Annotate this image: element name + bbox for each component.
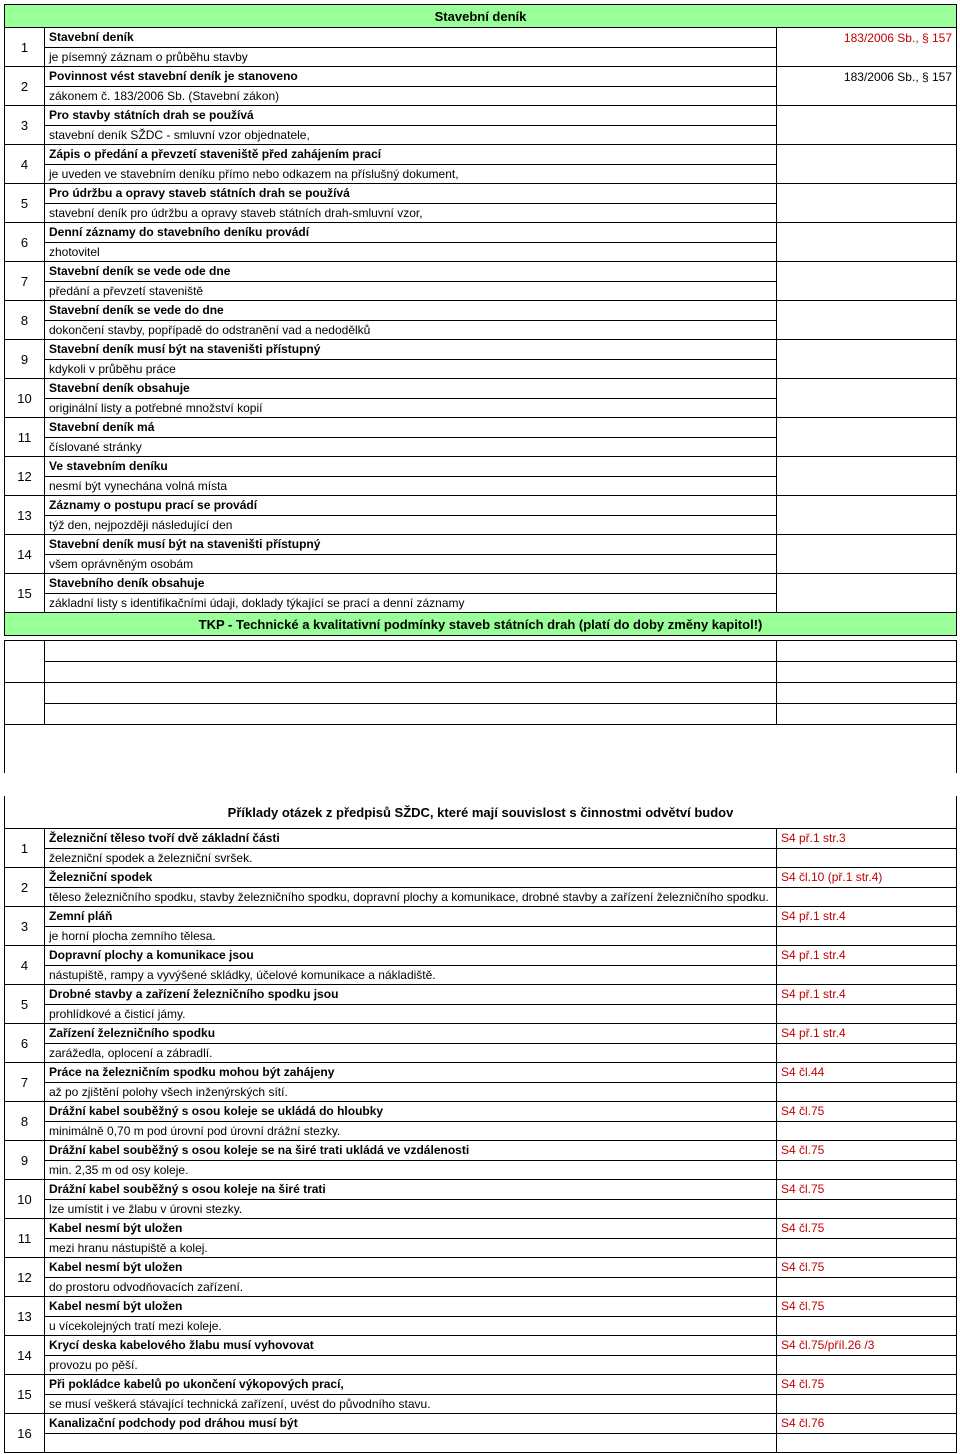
answer-text: nástupiště, rampy a vyvýšené skládky, účelové komunikace a nákladiště.: [45, 965, 777, 985]
row-number: 5: [5, 184, 45, 223]
answer-text: provozu po pěší.: [45, 1355, 777, 1375]
reference: [777, 223, 957, 243]
row-number: 10: [5, 379, 45, 418]
reference: S4 čl.75: [777, 1219, 957, 1239]
answer-text: týž den, nejpozději následující den: [45, 515, 777, 535]
answer-row: [5, 437, 957, 457]
answer-row: [5, 848, 957, 868]
question-row: [5, 379, 957, 399]
answer-text: železniční spodek a železniční svršek.: [45, 848, 777, 868]
answer-row: [5, 554, 957, 574]
question-row: [5, 1102, 957, 1122]
answer-text: všem oprávněným osobám: [45, 554, 777, 574]
row-number: 5: [5, 985, 45, 1024]
answer-row: [5, 965, 957, 985]
row-number: 14: [5, 1336, 45, 1375]
answer-row: [5, 926, 957, 946]
reference: 183/2006 Sb., § 157: [777, 28, 957, 48]
question-text: Stavební deník musí být na staveništi přístupný: [45, 340, 777, 360]
row-number: 3: [5, 907, 45, 946]
answer-row: [5, 593, 957, 613]
answer-row: [5, 476, 957, 496]
answer-text: [45, 1433, 777, 1453]
question-text: Drobné stavby a zařízení železničního spodku jsou: [45, 985, 777, 1005]
reference: S4 př.1 str.4: [777, 907, 957, 927]
question-text: Železniční spodek: [45, 868, 777, 888]
answer-text: originální listy a potřebné množství kopií: [45, 398, 777, 418]
question-text: Povinnost vést stavební deník je stanoveno: [45, 67, 777, 87]
question-row: [5, 184, 957, 204]
answer-row: [5, 359, 957, 379]
question-text: Kabel nesmí být uložen: [45, 1258, 777, 1278]
question-text: Stavebního deník obsahuje: [45, 574, 777, 594]
reference: S4 čl.75: [777, 1102, 957, 1122]
answer-row: [5, 887, 957, 907]
answer-text: minimálně 0,70 m pod úrovní pod úrovní drážní stezky.: [45, 1121, 777, 1141]
question-row: [5, 946, 957, 966]
question-row: [5, 67, 957, 87]
row-number: 12: [5, 457, 45, 496]
question-text: Záznamy o postupu prací se provádí: [45, 496, 777, 516]
question-row: [5, 1063, 957, 1083]
question-text: Kabel nesmí být uložen: [45, 1219, 777, 1239]
reference: S4 čl.44: [777, 1063, 957, 1083]
row-number: 6: [5, 1024, 45, 1063]
answer-row: [5, 398, 957, 418]
question-row: [5, 145, 957, 165]
row-number: 4: [5, 946, 45, 985]
reference: [777, 418, 957, 438]
priklady-otazek-table: [4, 796, 957, 1453]
question-row: [5, 985, 957, 1005]
question-row: [5, 340, 957, 360]
question-row: [5, 457, 957, 477]
reference: [777, 457, 957, 477]
question-row: [5, 1258, 957, 1278]
question-text: Denní záznamy do stavebního deníku provádí: [45, 223, 777, 243]
reference: S4 př.1 str.4: [777, 946, 957, 966]
question-row: [5, 1414, 957, 1434]
question-text: Stavební deník: [45, 28, 777, 48]
answer-row: [5, 281, 957, 301]
section2-title: Příklady otázek z předpisů SŽDC, které mají souvislost s činnostmi odvětví budov: [5, 796, 957, 829]
question-row: [5, 1141, 957, 1161]
reference: S4 čl.75: [777, 1141, 957, 1161]
reference: S4 čl.75: [777, 1297, 957, 1317]
question-row: [5, 1180, 957, 1200]
answer-row: [5, 1316, 957, 1336]
row-number: 8: [5, 301, 45, 340]
answer-row: [5, 1121, 957, 1141]
question-text: Stavební deník obsahuje: [45, 379, 777, 399]
answer-text: zákonem č. 183/2006 Sb. (Stavební zákon): [45, 86, 777, 106]
reference: S4 př.1 str.4: [777, 985, 957, 1005]
answer-row: [5, 242, 957, 262]
question-row: [5, 1024, 957, 1044]
question-text: Stavební deník má: [45, 418, 777, 438]
row-number: 15: [5, 1375, 45, 1414]
row-number: 12: [5, 1258, 45, 1297]
reference: 183/2006 Sb., § 157: [777, 67, 957, 87]
row-number: 3: [5, 106, 45, 145]
reference: [777, 106, 957, 126]
answer-text: je uveden ve stavebním deníku přímo nebo odkazem na příslušný dokument,: [45, 164, 777, 184]
question-text: Kanalizační podchody pod dráhou musí být: [45, 1414, 777, 1434]
answer-text: nesmí být vynechána volná místa: [45, 476, 777, 496]
answer-text: je horní plocha zemního tělesa.: [45, 926, 777, 946]
question-row: [5, 1219, 957, 1239]
answer-text: kdykoli v průběhu práce: [45, 359, 777, 379]
question-row: [5, 496, 957, 516]
answer-row: [5, 164, 957, 184]
reference: [777, 379, 957, 399]
question-text: Stavební deník musí být na staveništi přístupný: [45, 535, 777, 555]
row-number: 6: [5, 223, 45, 262]
answer-text: stavební deník pro údržbu a opravy staveb státních drah-smluvní vzor,: [45, 203, 777, 223]
answer-row: [5, 1004, 957, 1024]
answer-text: prohlídkové a čisticí jámy.: [45, 1004, 777, 1024]
reference: [777, 574, 957, 594]
answer-row: [5, 1199, 957, 1219]
reference: S4 čl.75/příl.26 /3: [777, 1336, 957, 1356]
question-text: Zápis o předání a převzetí staveniště před zahájením prací: [45, 145, 777, 165]
row-number: 1: [5, 829, 45, 868]
stavebni-denik-table: [4, 4, 957, 636]
reference: [777, 301, 957, 321]
answer-text: lze umístit i ve žlabu v úrovni stezky.: [45, 1199, 777, 1219]
question-text: Ve stavebním deníku: [45, 457, 777, 477]
answer-row: [5, 1277, 957, 1297]
answer-row: [5, 320, 957, 340]
answer-row: [5, 86, 957, 106]
question-row: [5, 1297, 957, 1317]
question-text: Drážní kabel souběžný s osou koleje se na širé trati ukládá ve vzdálenosti: [45, 1141, 777, 1161]
question-text: Železniční těleso tvoří dvě základní části: [45, 829, 777, 849]
blank-rows: [4, 640, 957, 773]
answer-text: zarážedla, oplocení a zábradlí.: [45, 1043, 777, 1063]
question-text: Drážní kabel souběžný s osou koleje na širé trati: [45, 1180, 777, 1200]
row-number: 1: [5, 28, 45, 67]
answer-row: [5, 1238, 957, 1258]
question-row: [5, 28, 957, 48]
reference: [777, 145, 957, 165]
answer-text: předání a převzetí staveniště: [45, 281, 777, 301]
row-number: 14: [5, 535, 45, 574]
question-row: [5, 223, 957, 243]
row-number: 7: [5, 262, 45, 301]
answer-text: u vícekolejných tratí mezi koleje.: [45, 1316, 777, 1336]
question-text: Při pokládce kabelů po ukončení výkopových prací,: [45, 1375, 777, 1395]
question-row: [5, 1336, 957, 1356]
answer-text: číslované stránky: [45, 437, 777, 457]
answer-row: [5, 1160, 957, 1180]
question-row: [5, 418, 957, 438]
answer-text: těleso železničního spodku, stavby železničního spodku, dopravní plochy a komunikace, drobné stavby a zařízení železničního spodku.: [45, 887, 777, 907]
reference: [777, 262, 957, 282]
answer-row: [5, 1394, 957, 1414]
row-number: 9: [5, 1141, 45, 1180]
question-text: Krycí deska kabelového žlabu musí vyhovovat: [45, 1336, 777, 1356]
row-number: 16: [5, 1414, 45, 1453]
question-text: Drážní kabel souběžný s osou koleje se ukládá do hloubky: [45, 1102, 777, 1122]
reference: [777, 535, 957, 555]
question-text: Pro stavby státních drah se používá: [45, 106, 777, 126]
question-text: Stavební deník se vede ode dne: [45, 262, 777, 282]
answer-text: se musí veškerá stávající technická zařízení, uvést do původního stavu.: [45, 1394, 777, 1414]
reference: S4 čl.75: [777, 1258, 957, 1278]
answer-row: [5, 1082, 957, 1102]
answer-text: mezi hranu nástupiště a kolej.: [45, 1238, 777, 1258]
row-number: 13: [5, 496, 45, 535]
answer-row: [5, 1043, 957, 1063]
answer-text: stavební deník SŽDC - smluvní vzor objednatele,: [45, 125, 777, 145]
reference: S4 př.1 str.3: [777, 829, 957, 849]
question-row: [5, 262, 957, 282]
reference: S4 čl.75: [777, 1375, 957, 1395]
row-number: 11: [5, 1219, 45, 1258]
answer-text: zhotovitel: [45, 242, 777, 262]
answer-row: [5, 203, 957, 223]
row-number: 7: [5, 1063, 45, 1102]
answer-text: do prostoru odvodňovacích zařízení.: [45, 1277, 777, 1297]
question-row: [5, 868, 957, 888]
answer-row: [5, 1433, 957, 1453]
answer-text: min. 2,35 m od osy koleje.: [45, 1160, 777, 1180]
answer-row: [5, 1355, 957, 1375]
question-text: Zařízení železničního spodku: [45, 1024, 777, 1044]
reference: [777, 184, 957, 204]
row-number: 10: [5, 1180, 45, 1219]
row-number: 15: [5, 574, 45, 613]
answer-row: [5, 515, 957, 535]
question-row: [5, 829, 957, 849]
row-number: 8: [5, 1102, 45, 1141]
reference: S4 čl.76: [777, 1414, 957, 1434]
question-row: [5, 106, 957, 126]
tkp-heading: TKP - Technické a kvalitativní podmínky staveb státních drah (platí do doby změny kapitol!): [5, 613, 957, 636]
row-number: 13: [5, 1297, 45, 1336]
question-row: [5, 1375, 957, 1395]
section1-title: Stavební deník: [5, 5, 957, 28]
reference: [777, 340, 957, 360]
question-text: Zemní pláň: [45, 907, 777, 927]
row-number: 11: [5, 418, 45, 457]
row-number: 2: [5, 868, 45, 907]
reference: S4 čl.10 (př.1 str.4): [777, 868, 957, 888]
reference: [777, 496, 957, 516]
answer-row: [5, 125, 957, 145]
answer-row: [5, 47, 957, 67]
row-number: 4: [5, 145, 45, 184]
question-text: Pro údržbu a opravy staveb státních drah se používá: [45, 184, 777, 204]
question-text: Práce na železničním spodku mohou být zahájeny: [45, 1063, 777, 1083]
question-text: Dopravní plochy a komunikace jsou: [45, 946, 777, 966]
reference: S4 čl.75: [777, 1180, 957, 1200]
question-row: [5, 907, 957, 927]
answer-text: dokončení stavby, popřípadě do odstranění vad a nedodělků: [45, 320, 777, 340]
question-row: [5, 301, 957, 321]
answer-text: až po zjištění polohy všech inženýrských sítí.: [45, 1082, 777, 1102]
question-text: Stavební deník se vede do dne: [45, 301, 777, 321]
question-text: Kabel nesmí být uložen: [45, 1297, 777, 1317]
reference: S4 př.1 str.4: [777, 1024, 957, 1044]
row-number: 2: [5, 67, 45, 106]
answer-text: základní listy s identifikačními údaji, doklady týkající se prací a denní záznamy: [45, 593, 777, 613]
answer-text: je písemný záznam o průběhu stavby: [45, 47, 777, 67]
question-row: [5, 535, 957, 555]
row-number: 9: [5, 340, 45, 379]
question-row: [5, 574, 957, 594]
